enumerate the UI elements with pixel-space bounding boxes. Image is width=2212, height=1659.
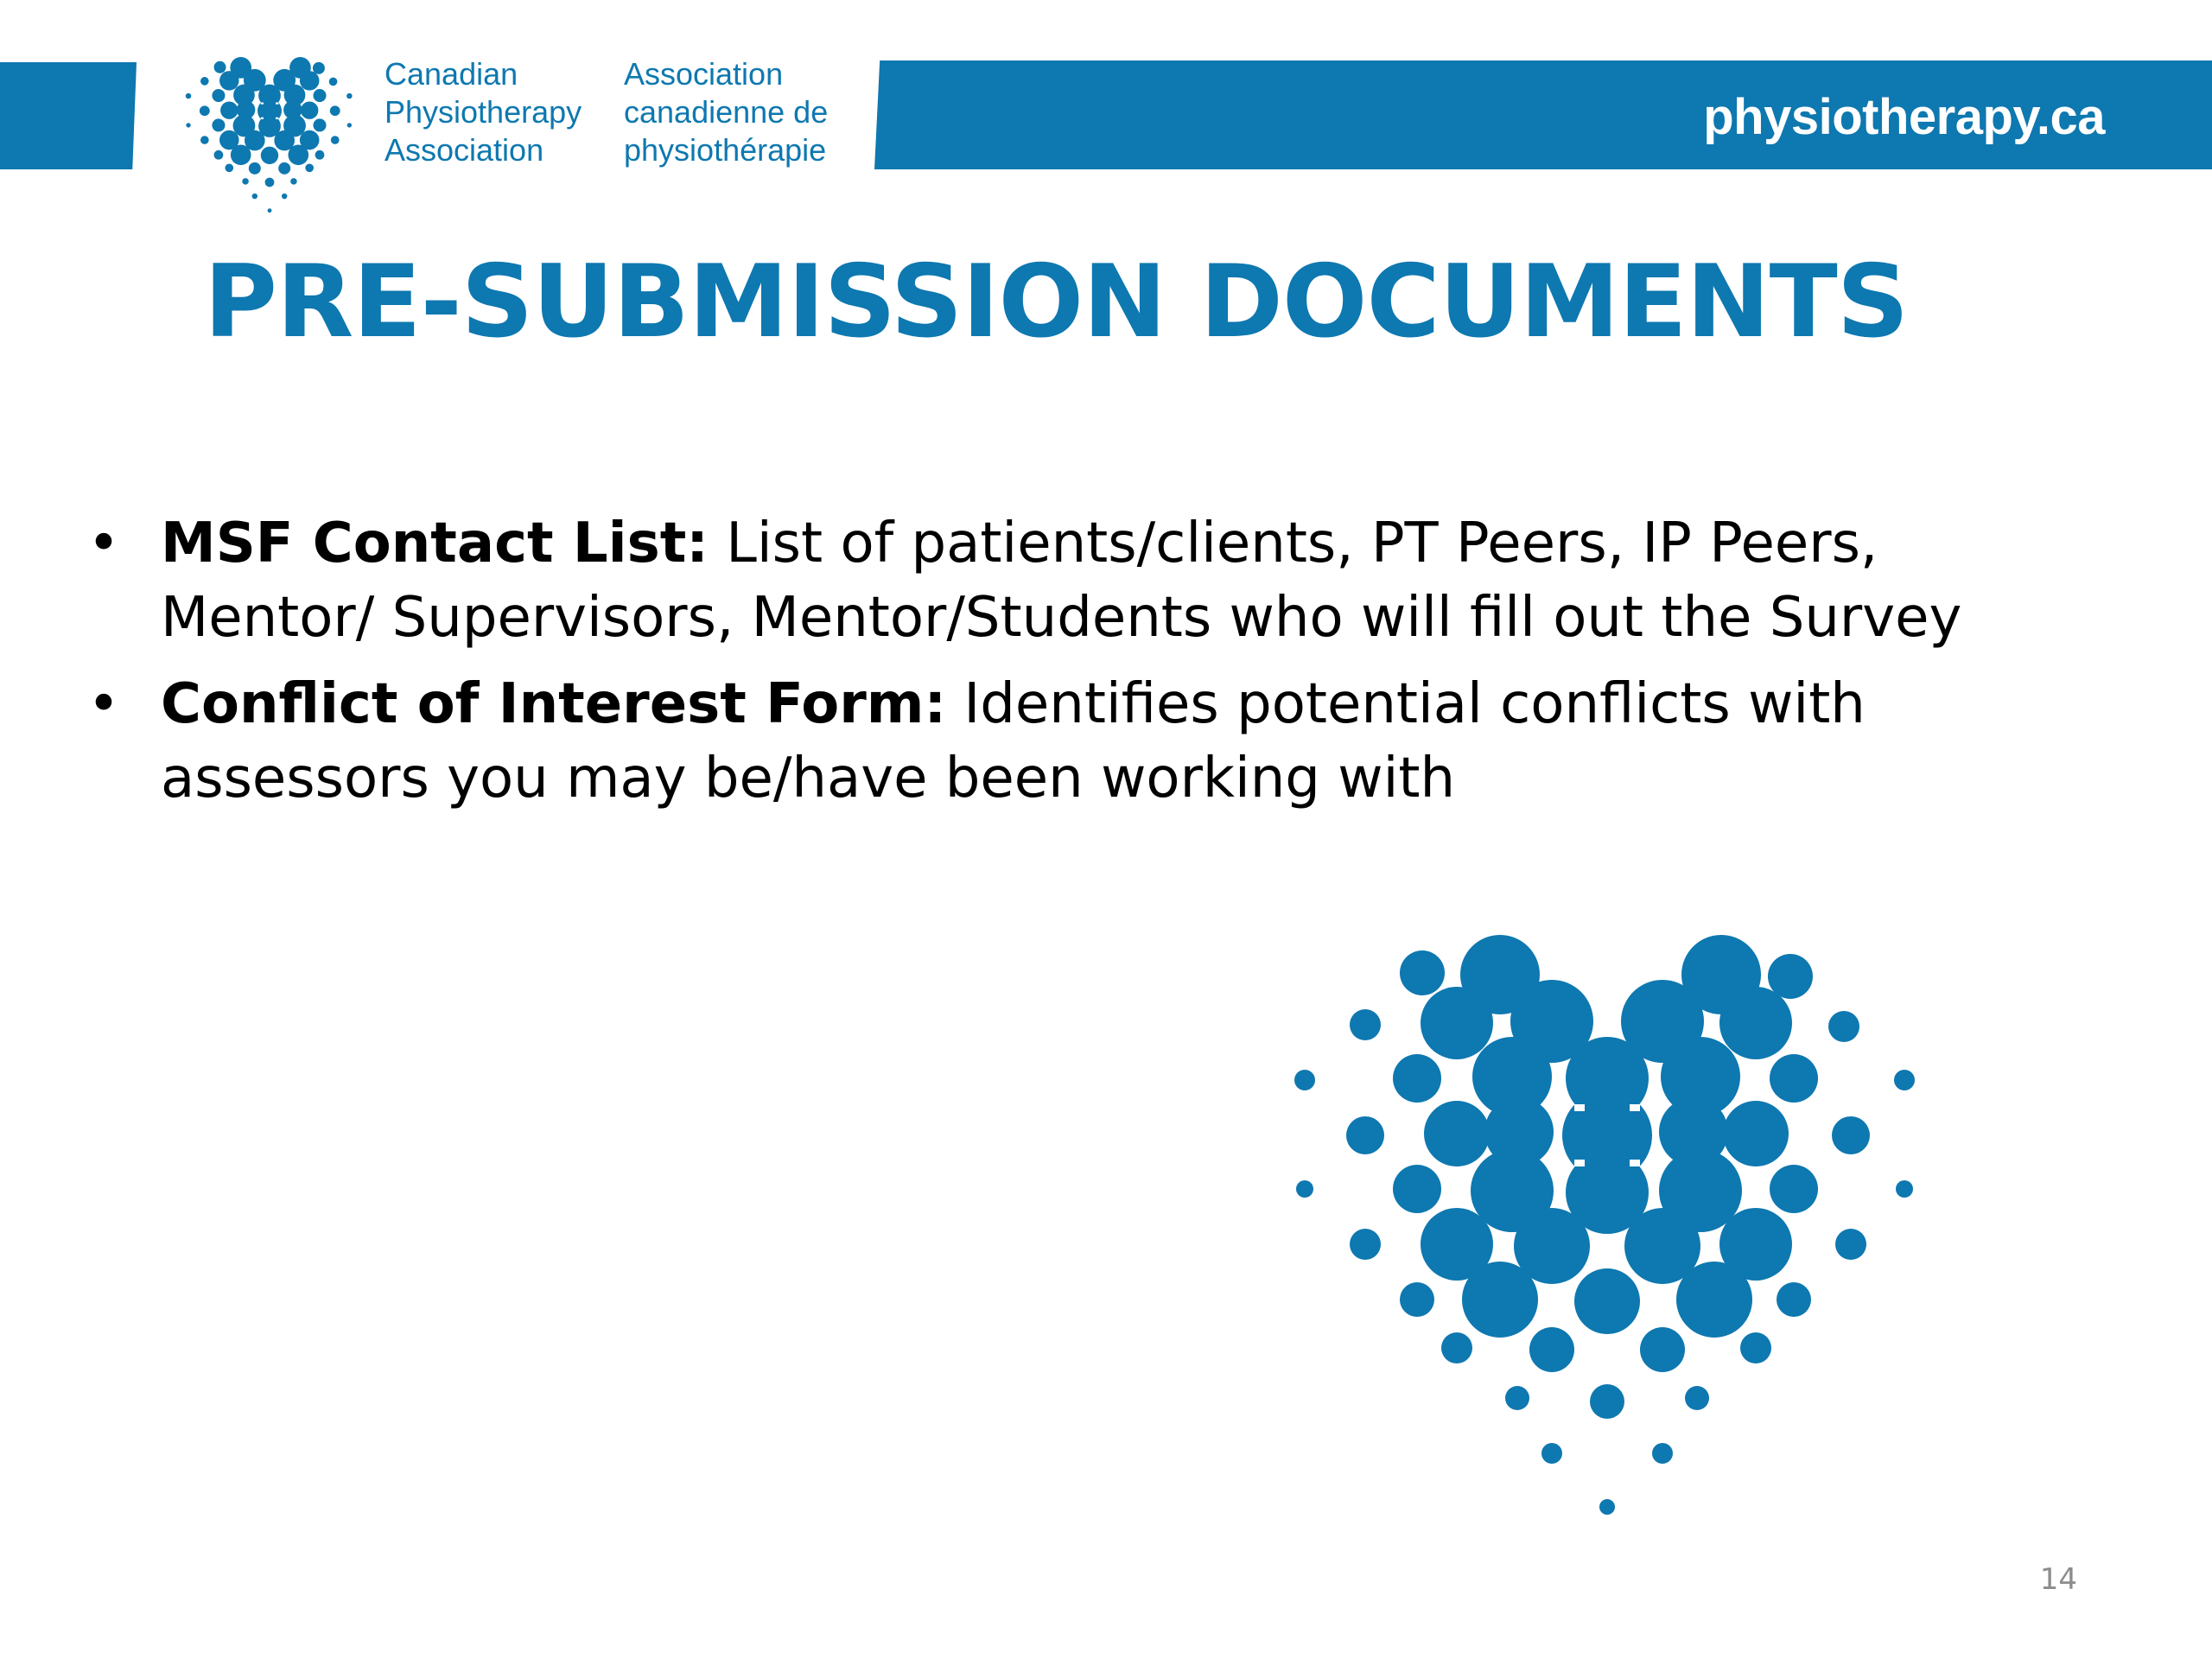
heart-dot bbox=[1350, 1009, 1381, 1040]
heart-dot bbox=[1400, 1282, 1434, 1317]
heart-dot bbox=[1723, 1101, 1789, 1166]
heart-notch bbox=[261, 103, 264, 105]
heart-dot bbox=[261, 147, 278, 164]
bullet-text: Identifies potential conflicts with assessors you may be/have been working with bbox=[161, 672, 1866, 810]
heart-dot bbox=[212, 118, 225, 131]
heart-dot bbox=[278, 162, 290, 175]
org-name-line: Association bbox=[624, 56, 784, 92]
heart-dot bbox=[347, 123, 352, 127]
org-name-line: Physiotherapy bbox=[385, 94, 582, 130]
heart-dot bbox=[1424, 1101, 1490, 1166]
heart-dot bbox=[1832, 1116, 1870, 1154]
heart-dot bbox=[301, 102, 318, 119]
heart-dot bbox=[313, 89, 326, 102]
heart-dot bbox=[1462, 1262, 1538, 1338]
heart-dot bbox=[214, 61, 226, 73]
heart-dot bbox=[249, 162, 261, 175]
heart-dot bbox=[282, 194, 287, 199]
heart-dot bbox=[214, 150, 224, 160]
heart-dot bbox=[305, 163, 314, 172]
bullet-point: • bbox=[87, 672, 120, 736]
bullet-item-conflict-of-interest bbox=[78, 667, 2091, 816]
heart-dot bbox=[1421, 987, 1493, 1059]
heart-dot bbox=[1828, 1011, 1859, 1042]
bullet-point: • bbox=[87, 512, 120, 575]
heart-dot bbox=[315, 150, 325, 160]
heart-dot bbox=[1740, 1332, 1771, 1363]
heart-dot bbox=[1346, 1116, 1384, 1154]
heart-dot bbox=[1541, 1443, 1562, 1464]
heart-dot bbox=[219, 71, 239, 91]
heart-dot bbox=[186, 123, 190, 127]
heart-dot bbox=[1777, 1282, 1811, 1317]
heart-notch bbox=[1630, 1104, 1640, 1111]
heart-dot bbox=[330, 105, 340, 116]
heart-dot bbox=[1685, 1386, 1709, 1410]
site-url[interactable]: physiotherapy.ca bbox=[1703, 89, 2105, 145]
page-number: 14 bbox=[2039, 1562, 2077, 1597]
heart-notch bbox=[276, 118, 278, 119]
org-name-french bbox=[624, 55, 828, 169]
org-name-line: canadienne de bbox=[624, 94, 829, 130]
slide-title: PRE-SUBMISSION DOCUMENTS bbox=[204, 244, 1909, 360]
header-bar-left bbox=[0, 62, 137, 169]
heart-dot bbox=[265, 178, 275, 188]
heart-dot bbox=[1441, 1332, 1472, 1363]
heart-dot bbox=[1599, 1499, 1615, 1515]
heart-notch bbox=[1630, 1160, 1640, 1166]
heart-dot bbox=[290, 178, 297, 185]
heart-notch bbox=[261, 118, 264, 119]
heart-dot bbox=[1400, 950, 1445, 995]
heart-dot bbox=[1590, 1384, 1624, 1419]
heart-dot bbox=[1894, 1070, 1915, 1090]
heart-dot bbox=[231, 144, 251, 165]
heart-dot bbox=[1574, 1268, 1640, 1334]
bullet-term: Conflict of Interest Form: bbox=[161, 672, 947, 736]
heart-dot bbox=[1896, 1180, 1913, 1198]
heart-dot bbox=[1529, 1327, 1574, 1372]
org-name-line: Association bbox=[385, 132, 544, 168]
heart-dot bbox=[242, 178, 249, 185]
heart-notch bbox=[1574, 1160, 1585, 1166]
heart-dot bbox=[1770, 1165, 1818, 1213]
heart-dot bbox=[346, 93, 352, 99]
heart-dot bbox=[1640, 1327, 1685, 1372]
heart-dot bbox=[1676, 1262, 1752, 1338]
bullet-list bbox=[78, 506, 2091, 828]
heart-dot bbox=[1294, 1070, 1315, 1090]
heart-dot bbox=[1505, 1386, 1529, 1410]
heart-dot bbox=[288, 144, 308, 165]
heart-notch bbox=[276, 103, 278, 105]
heart-dot bbox=[200, 77, 209, 86]
heart-dot bbox=[1652, 1443, 1673, 1464]
bullet-term: MSF Contact List: bbox=[161, 512, 709, 575]
heart-dot bbox=[220, 102, 238, 119]
heart-notch bbox=[1574, 1104, 1585, 1111]
org-name-english bbox=[385, 55, 582, 169]
heart-dot bbox=[1835, 1229, 1866, 1260]
heart-dot bbox=[313, 118, 326, 131]
heart-dot bbox=[300, 71, 320, 91]
org-name-line: Canadian bbox=[385, 56, 518, 92]
heart-dot bbox=[252, 194, 257, 199]
heart-dot bbox=[1393, 1054, 1441, 1103]
heart-dot bbox=[1770, 1054, 1818, 1103]
heart-dots-icon bbox=[171, 45, 368, 214]
heart-dot bbox=[1393, 1165, 1441, 1213]
heart-dot bbox=[268, 208, 272, 213]
bullet-item-msf-contact-list bbox=[78, 506, 2091, 655]
heart-dot bbox=[1296, 1180, 1313, 1198]
org-name-line: physiothérapie bbox=[624, 132, 827, 168]
heart-dot bbox=[200, 105, 210, 116]
heart-dot bbox=[225, 163, 233, 172]
heart-dot bbox=[1350, 1229, 1381, 1260]
heart-dot bbox=[212, 89, 225, 102]
heart-dots-icon bbox=[1244, 890, 1970, 1521]
heart-dot bbox=[331, 136, 340, 144]
bullet-text: List of patients/clients, PT Peers, IP Peers, Mentor/ Supervisors, Mentor/Students who will fill out the Survey bbox=[161, 512, 1962, 650]
heart-dot bbox=[186, 93, 191, 99]
heart-dot bbox=[200, 136, 209, 144]
heart-dot bbox=[329, 78, 338, 86]
heart-dot bbox=[1719, 987, 1792, 1059]
